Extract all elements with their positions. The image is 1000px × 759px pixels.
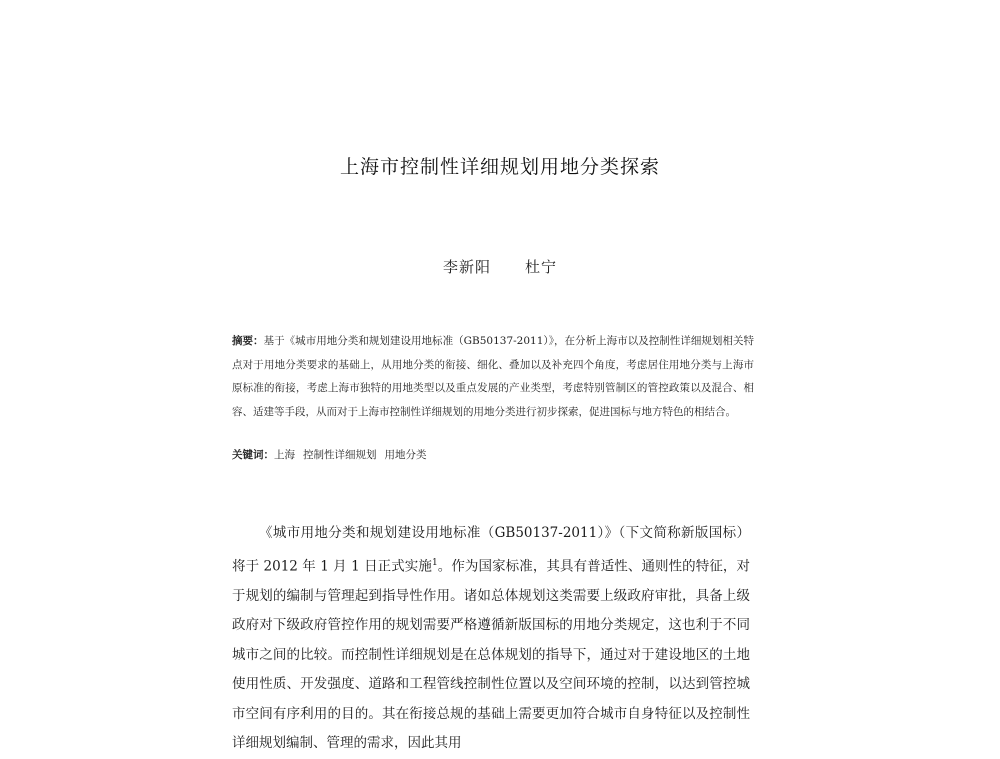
keyword: 控制性详细规划: [303, 449, 377, 461]
abstract: [232, 330, 754, 424]
paper-title: 上海市控制性详细规划用地分类探索: [339, 156, 660, 178]
keyword: 用地分类: [384, 449, 427, 461]
keywords-label: 关键词：: [232, 449, 274, 461]
body-text-part: 。作为国家标准，其具有普适性、通则性的特征，对于规划的编制与管理起到指导性作用。诸如总体规划这类需要上级政府审批，具备上级政府对下级政府管控作用的规划需要严格遵循新版国标的用地分类规定，这也利于不同城市之间的比较。而控制性详细规划是在总体规划的指导下，通过对于建设地区的土地使用性质、开发强度、道路和工程管线控制性位置以及空间环境的控制，以达到管控城市空间有序利用的目的。其在衔接总规的基础上需要更加符合城市自身特征以及控制性详细规划编制、管理的需求，因此其用: [232, 558, 750, 751]
author-name: 杜宁: [525, 258, 558, 276]
footnote-ref: 1: [431, 557, 438, 568]
keyword: 上海: [274, 449, 295, 461]
abstract-text: 基于《城市用地分类和规划建设用地标准（GB50137-2011）》，在分析上海市以及控制性详细规划相关特点对于用地分类要求的基础上，从用地分类的衔接、细化、叠加以及补充四个角度，考虑居住用地分类与上海市原标准的衔接，考虑上海市独特的用地类型以及重点发展的产业类型，考虑特别管制区的管控政策以及混合、相容、适建等手段，从而对于上海市控制性详细规划的用地分类进行初步探索，促进国标与地方特色的相结合。: [232, 335, 755, 418]
body-text-part: 《城市用地分类和规划建设用地标准（GB50137-2011）》（下文简称新版国标）将于 2012 年 1 月 1 日正式实施: [232, 525, 750, 574]
abstract-label: 摘要：: [232, 335, 264, 347]
keywords: [232, 447, 754, 462]
body-paragraph: [232, 519, 750, 759]
author-line: [0, 256, 1000, 277]
author-name: 李新阳: [442, 258, 491, 276]
